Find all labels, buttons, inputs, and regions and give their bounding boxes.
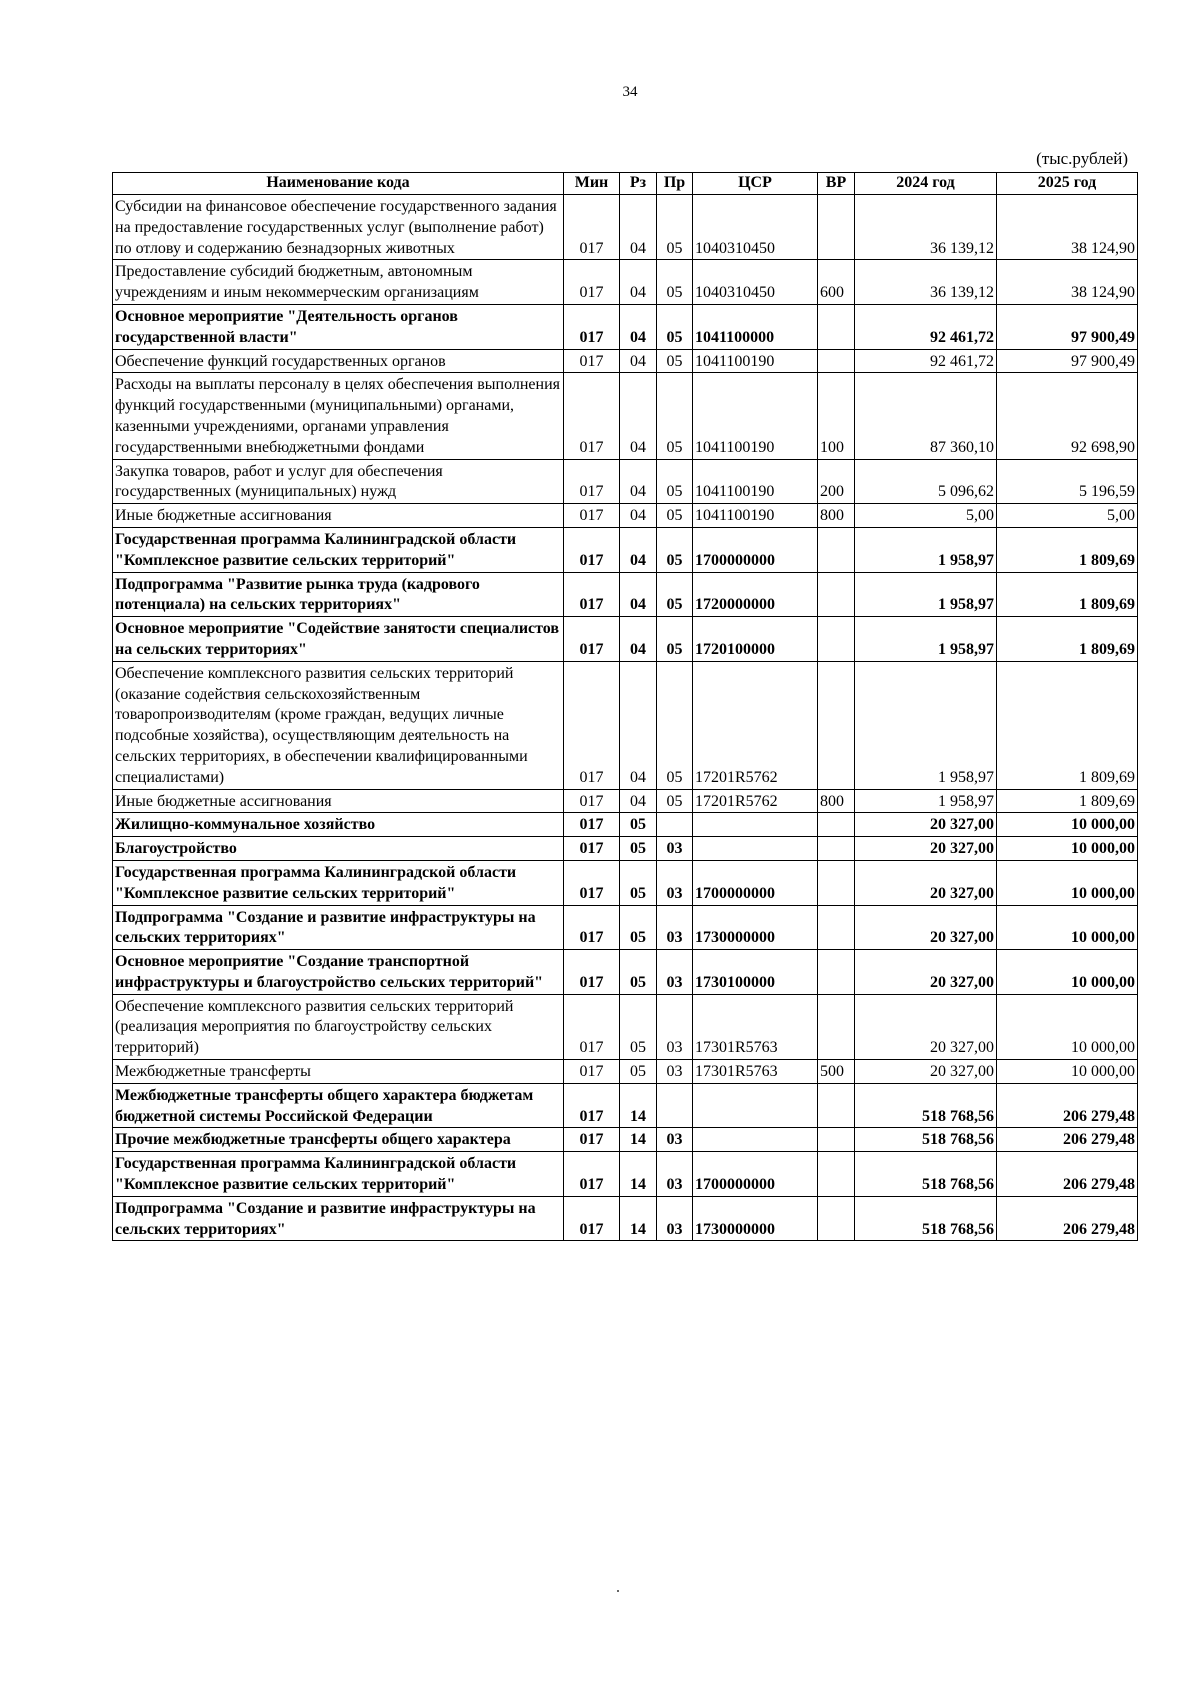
cell-rz: 04 xyxy=(620,260,657,305)
cell-vr: 600 xyxy=(818,260,855,305)
cell-name: Прочие межбюджетные трансферты общего характера xyxy=(113,1128,564,1152)
cell-2025: 10 000,00 xyxy=(997,837,1138,861)
cell-rz: 04 xyxy=(620,527,657,572)
cell-rz: 14 xyxy=(620,1152,657,1197)
cell-csr: 1040310450 xyxy=(693,260,818,305)
cell-pr xyxy=(657,1083,693,1128)
cell-2025: 206 279,48 xyxy=(997,1083,1138,1128)
cell-min: 017 xyxy=(564,195,620,260)
table-row xyxy=(113,661,1138,789)
header-csr: ЦСР xyxy=(693,173,818,195)
cell-vr xyxy=(818,304,855,349)
cell-vr xyxy=(818,905,855,950)
cell-min: 017 xyxy=(564,837,620,861)
cell-pr: 05 xyxy=(657,195,693,260)
cell-min: 017 xyxy=(564,1196,620,1241)
table-row xyxy=(113,1196,1138,1241)
cell-2025: 1 809,69 xyxy=(997,661,1138,789)
cell-name: Обеспечение функций государственных органов xyxy=(113,349,564,373)
cell-rz: 05 xyxy=(620,813,657,837)
cell-name: Основное мероприятие "Содействие занятости специалистов на сельских территориях" xyxy=(113,617,564,662)
cell-2025: 1 809,69 xyxy=(997,572,1138,617)
cell-vr xyxy=(818,349,855,373)
table-row xyxy=(113,813,1138,837)
cell-2024: 20 327,00 xyxy=(855,813,997,837)
cell-2025: 10 000,00 xyxy=(997,860,1138,905)
table-row xyxy=(113,527,1138,572)
cell-2025: 1 809,69 xyxy=(997,789,1138,813)
cell-csr: 1700000000 xyxy=(693,1152,818,1197)
cell-vr xyxy=(818,837,855,861)
table-row xyxy=(113,195,1138,260)
cell-min: 017 xyxy=(564,572,620,617)
cell-name: Подпрограмма "Создание и развитие инфраструктуры на сельских территориях" xyxy=(113,905,564,950)
cell-name: Расходы на выплаты персоналу в целях обеспечения выполнения функций государственными (муниципальными) органами, казенными учреждениями, органами управления государственными внебюджетными фондами xyxy=(113,373,564,459)
cell-2025: 10 000,00 xyxy=(997,813,1138,837)
cell-rz: 14 xyxy=(620,1083,657,1128)
cell-rz: 04 xyxy=(620,349,657,373)
cell-csr: 1041100190 xyxy=(693,459,818,504)
cell-vr xyxy=(818,661,855,789)
cell-2025: 5,00 xyxy=(997,504,1138,528)
cell-2024: 36 139,12 xyxy=(855,260,997,305)
cell-min: 017 xyxy=(564,304,620,349)
cell-2025: 97 900,49 xyxy=(997,304,1138,349)
table-row xyxy=(113,1128,1138,1152)
cell-2025: 5 196,59 xyxy=(997,459,1138,504)
cell-rz: 04 xyxy=(620,617,657,662)
cell-rz: 05 xyxy=(620,1060,657,1084)
cell-rz: 05 xyxy=(620,905,657,950)
table-row xyxy=(113,349,1138,373)
cell-name: Субсидии на финансовое обеспечение государственного задания на предоставление государственных услуг (выполнение работ) по отлову и содержанию безнадзорных животных xyxy=(113,195,564,260)
cell-csr: 1700000000 xyxy=(693,527,818,572)
cell-pr: 05 xyxy=(657,459,693,504)
cell-2025: 206 279,48 xyxy=(997,1152,1138,1197)
cell-vr xyxy=(818,1152,855,1197)
cell-csr: 1041100190 xyxy=(693,349,818,373)
cell-min: 017 xyxy=(564,994,620,1059)
header-rz: Рз xyxy=(620,173,657,195)
cell-2024: 1 958,97 xyxy=(855,527,997,572)
cell-pr: 03 xyxy=(657,837,693,861)
cell-name: Подпрограмма "Создание и развитие инфраструктуры на сельских территориях" xyxy=(113,1196,564,1241)
cell-csr: 17301R5763 xyxy=(693,1060,818,1084)
cell-vr xyxy=(818,994,855,1059)
cell-csr xyxy=(693,837,818,861)
cell-csr: 1040310450 xyxy=(693,195,818,260)
cell-csr: 1700000000 xyxy=(693,860,818,905)
cell-rz: 04 xyxy=(620,504,657,528)
cell-pr: 03 xyxy=(657,1196,693,1241)
unit-note: (тыс.рублей) xyxy=(1036,149,1128,168)
cell-2024: 20 327,00 xyxy=(855,905,997,950)
table-body xyxy=(113,195,1138,1241)
cell-vr xyxy=(818,195,855,260)
cell-2024: 87 360,10 xyxy=(855,373,997,459)
cell-2025: 206 279,48 xyxy=(997,1128,1138,1152)
cell-2025: 1 809,69 xyxy=(997,527,1138,572)
cell-rz: 05 xyxy=(620,994,657,1059)
cell-2025: 10 000,00 xyxy=(997,905,1138,950)
cell-pr: 05 xyxy=(657,349,693,373)
cell-min: 017 xyxy=(564,1060,620,1084)
cell-vr xyxy=(818,860,855,905)
cell-min: 017 xyxy=(564,504,620,528)
cell-2024: 518 768,56 xyxy=(855,1083,997,1128)
cell-pr xyxy=(657,813,693,837)
cell-pr: 05 xyxy=(657,373,693,459)
table-row xyxy=(113,373,1138,459)
header-name: Наименование кода xyxy=(113,173,564,195)
table-row xyxy=(113,304,1138,349)
cell-vr: 100 xyxy=(818,373,855,459)
cell-2024: 92 461,72 xyxy=(855,304,997,349)
cell-2024: 20 327,00 xyxy=(855,994,997,1059)
cell-vr: 500 xyxy=(818,1060,855,1084)
cell-pr: 05 xyxy=(657,661,693,789)
cell-rz: 04 xyxy=(620,373,657,459)
table-row xyxy=(113,1083,1138,1128)
cell-name: Государственная программа Калининградской области "Комплексное развитие сельских территорий" xyxy=(113,1152,564,1197)
cell-2024: 1 958,97 xyxy=(855,617,997,662)
table-row xyxy=(113,905,1138,950)
cell-csr: 1720100000 xyxy=(693,617,818,662)
cell-pr: 05 xyxy=(657,527,693,572)
table-row xyxy=(113,260,1138,305)
cell-2024: 518 768,56 xyxy=(855,1152,997,1197)
cell-pr: 03 xyxy=(657,905,693,950)
cell-min: 017 xyxy=(564,905,620,950)
table-row xyxy=(113,1152,1138,1197)
header-vr: ВР xyxy=(818,173,855,195)
cell-2025: 38 124,90 xyxy=(997,260,1138,305)
header-min: Мин xyxy=(564,173,620,195)
cell-vr xyxy=(818,1083,855,1128)
table-row xyxy=(113,994,1138,1059)
cell-min: 017 xyxy=(564,813,620,837)
table-row xyxy=(113,1060,1138,1084)
page-number: 34 xyxy=(622,84,638,100)
cell-rz: 05 xyxy=(620,837,657,861)
table-row xyxy=(113,950,1138,995)
cell-vr xyxy=(818,1128,855,1152)
cell-pr: 03 xyxy=(657,994,693,1059)
cell-rz: 04 xyxy=(620,572,657,617)
cell-min: 017 xyxy=(564,459,620,504)
cell-name: Жилищно-коммунальное хозяйство xyxy=(113,813,564,837)
cell-2025: 10 000,00 xyxy=(997,950,1138,995)
cell-vr: 800 xyxy=(818,789,855,813)
cell-pr: 05 xyxy=(657,260,693,305)
cell-name: Межбюджетные трансферты xyxy=(113,1060,564,1084)
cell-name: Обеспечение комплексного развития сельских территорий (реализация мероприятия по благоустройству сельских территорий) xyxy=(113,994,564,1059)
cell-csr: 17201R5762 xyxy=(693,789,818,813)
cell-2024: 5,00 xyxy=(855,504,997,528)
cell-vr xyxy=(818,950,855,995)
cell-2025: 1 809,69 xyxy=(997,617,1138,662)
cell-2024: 20 327,00 xyxy=(855,837,997,861)
cell-2024: 1 958,97 xyxy=(855,572,997,617)
cell-rz: 04 xyxy=(620,661,657,789)
cell-rz: 14 xyxy=(620,1128,657,1152)
cell-pr: 05 xyxy=(657,789,693,813)
cell-2025: 10 000,00 xyxy=(997,1060,1138,1084)
cell-2024: 36 139,12 xyxy=(855,195,997,260)
cell-rz: 14 xyxy=(620,1196,657,1241)
cell-2024: 92 461,72 xyxy=(855,349,997,373)
cell-name: Иные бюджетные ассигнования xyxy=(113,504,564,528)
cell-rz: 05 xyxy=(620,860,657,905)
cell-vr xyxy=(818,617,855,662)
cell-csr: 1041100190 xyxy=(693,504,818,528)
cell-pr: 03 xyxy=(657,1152,693,1197)
cell-name: Государственная программа Калининградской области "Комплексное развитие сельских территорий" xyxy=(113,527,564,572)
cell-min: 017 xyxy=(564,617,620,662)
table-row xyxy=(113,860,1138,905)
cell-vr xyxy=(818,1196,855,1241)
cell-2024: 518 768,56 xyxy=(855,1128,997,1152)
cell-min: 017 xyxy=(564,860,620,905)
table-header-row xyxy=(113,173,1138,195)
cell-min: 017 xyxy=(564,1128,620,1152)
table-row xyxy=(113,789,1138,813)
cell-rz: 04 xyxy=(620,304,657,349)
cell-name: Благоустройство xyxy=(113,837,564,861)
cell-2025: 10 000,00 xyxy=(997,994,1138,1059)
budget-table xyxy=(112,172,1138,1241)
cell-vr: 800 xyxy=(818,504,855,528)
cell-2024: 5 096,62 xyxy=(855,459,997,504)
cell-2025: 38 124,90 xyxy=(997,195,1138,260)
cell-pr: 05 xyxy=(657,572,693,617)
cell-rz: 04 xyxy=(620,195,657,260)
cell-2024: 518 768,56 xyxy=(855,1196,997,1241)
cell-min: 017 xyxy=(564,1083,620,1128)
cell-vr xyxy=(818,572,855,617)
cell-rz: 05 xyxy=(620,950,657,995)
cell-csr: 1730000000 xyxy=(693,905,818,950)
cell-name: Основное мероприятие "Создание транспортной инфраструктуры и благоустройство сельских территорий" xyxy=(113,950,564,995)
cell-csr: 17201R5762 xyxy=(693,661,818,789)
cell-name: Обеспечение комплексного развития сельских территорий (оказание содействия сельскохозяйственным товаропроизводителям (кроме граждан, ведущих личные подсобные хозяйства), осуществляющим деятельность на сельских территориях, в обеспечении квалифицированными специалистами) xyxy=(113,661,564,789)
cell-csr: 1720000000 xyxy=(693,572,818,617)
cell-csr xyxy=(693,813,818,837)
cell-name: Иные бюджетные ассигнования xyxy=(113,789,564,813)
cell-pr: 05 xyxy=(657,304,693,349)
cell-name: Основное мероприятие "Деятельность органов государственной власти" xyxy=(113,304,564,349)
cell-min: 017 xyxy=(564,373,620,459)
table-row xyxy=(113,459,1138,504)
cell-rz: 04 xyxy=(620,459,657,504)
cell-name: Закупка товаров, работ и услуг для обеспечения государственных (муниципальных) нужд xyxy=(113,459,564,504)
cell-rz: 04 xyxy=(620,789,657,813)
cell-min: 017 xyxy=(564,349,620,373)
cell-vr: 200 xyxy=(818,459,855,504)
cell-csr: 1730000000 xyxy=(693,1196,818,1241)
table-row xyxy=(113,617,1138,662)
cell-2025: 97 900,49 xyxy=(997,349,1138,373)
header-2024: 2024 год xyxy=(855,173,997,195)
table-row xyxy=(113,572,1138,617)
cell-min: 017 xyxy=(564,260,620,305)
cell-name: Подпрограмма "Развитие рынка труда (кадрового потенциала) на сельских территориях" xyxy=(113,572,564,617)
cell-pr: 03 xyxy=(657,1060,693,1084)
cell-2024: 1 958,97 xyxy=(855,661,997,789)
cell-2024: 20 327,00 xyxy=(855,950,997,995)
cell-vr xyxy=(818,527,855,572)
cell-2025: 206 279,48 xyxy=(997,1196,1138,1241)
cell-min: 017 xyxy=(564,1152,620,1197)
cell-pr: 05 xyxy=(657,617,693,662)
cell-min: 017 xyxy=(564,661,620,789)
cell-pr: 03 xyxy=(657,1128,693,1152)
cell-min: 017 xyxy=(564,950,620,995)
cell-name: Предоставление субсидий бюджетным, автономным учреждениям и иным некоммерческим организациям xyxy=(113,260,564,305)
cell-2024: 20 327,00 xyxy=(855,860,997,905)
cell-csr xyxy=(693,1083,818,1128)
header-pr: Пр xyxy=(657,173,693,195)
table-row xyxy=(113,504,1138,528)
cell-pr: 03 xyxy=(657,860,693,905)
cell-2024: 20 327,00 xyxy=(855,1060,997,1084)
scan-speck xyxy=(617,1590,619,1592)
cell-csr: 1730100000 xyxy=(693,950,818,995)
cell-min: 017 xyxy=(564,789,620,813)
header-2025: 2025 год xyxy=(997,173,1138,195)
cell-name: Межбюджетные трансферты общего характера бюджетам бюджетной системы Российской Федерации xyxy=(113,1083,564,1128)
cell-2025: 92 698,90 xyxy=(997,373,1138,459)
cell-csr: 17301R5763 xyxy=(693,994,818,1059)
cell-min: 017 xyxy=(564,527,620,572)
cell-pr: 05 xyxy=(657,504,693,528)
cell-2024: 1 958,97 xyxy=(855,789,997,813)
cell-csr: 1041100190 xyxy=(693,373,818,459)
cell-pr: 03 xyxy=(657,950,693,995)
cell-vr xyxy=(818,813,855,837)
cell-csr: 1041100000 xyxy=(693,304,818,349)
cell-csr xyxy=(693,1128,818,1152)
cell-name: Государственная программа Калининградской области "Комплексное развитие сельских территорий" xyxy=(113,860,564,905)
table-row xyxy=(113,837,1138,861)
